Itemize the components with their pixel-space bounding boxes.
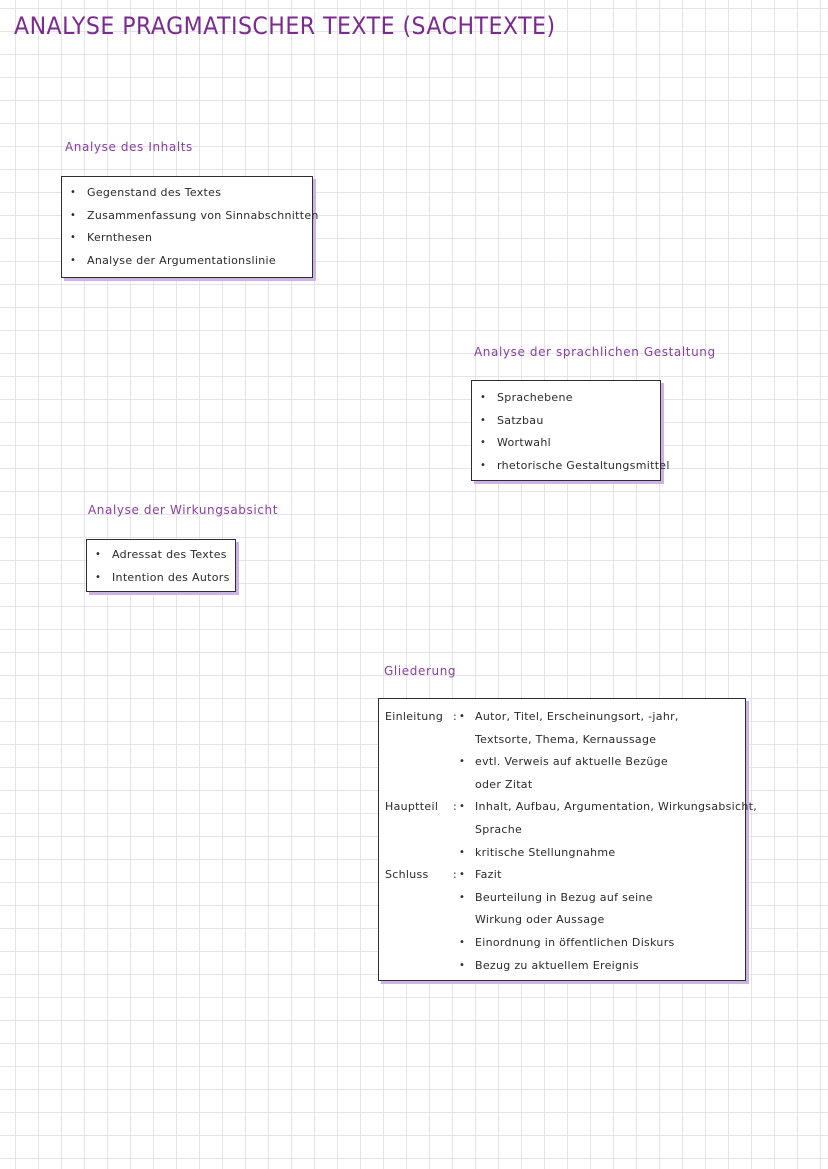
outline-row	[379, 864, 745, 887]
list-item: • Zusammenfassung von Sinnabschnitten	[62, 205, 312, 228]
outline-row	[379, 774, 745, 797]
outline-row	[379, 706, 745, 729]
wirkung-list	[87, 544, 235, 589]
list-item: • Gegenstand des Textes	[62, 182, 312, 205]
bullet-icon: •	[459, 846, 466, 858]
bullet-icon: •	[70, 187, 77, 198]
outline-text: Einordnung in öffentlichen Diskurs	[475, 936, 675, 949]
bullet-icon: •	[459, 801, 466, 813]
outline-row	[379, 751, 745, 774]
list-item: • rhetorische Gestaltungsmittel	[472, 455, 660, 478]
outline-row	[379, 796, 758, 819]
colon: :	[453, 800, 458, 814]
outline-row	[379, 819, 745, 842]
bullet-icon: •	[70, 254, 77, 266]
section-heading-wirkung: Analyse der Wirkungsabsicht	[88, 503, 278, 517]
sprache-list	[472, 387, 670, 477]
outline-text: evtl. Verweis auf aktuelle Bezüge	[475, 755, 668, 769]
outline-text: Autor, Titel, Erscheinungsort, -jahr,	[475, 710, 679, 723]
bullet-icon: •	[70, 209, 77, 221]
bullet-icon: •	[459, 891, 466, 903]
section-label: Hauptteil	[385, 800, 439, 814]
list-item: • Sprachebene	[472, 387, 660, 410]
outline-row	[379, 729, 745, 752]
bullet-icon: •	[480, 437, 487, 449]
outline-text: Fazit	[475, 868, 502, 882]
outline-text: Textsorte, Thema, Kernaussage	[475, 732, 657, 746]
list-item: • Kernthesen	[62, 227, 312, 250]
bullet-icon: •	[480, 459, 487, 471]
section-label: Einleitung	[385, 710, 444, 723]
outline-row	[379, 955, 745, 978]
outline-text: Wirkung oder Aussage	[475, 913, 605, 927]
outline-text: Beurteilung in Bezug auf seine	[475, 890, 653, 904]
inhalt-list	[62, 182, 319, 272]
bullet-icon: •	[480, 392, 487, 403]
list-item: • Wortwahl	[472, 432, 660, 455]
outline-text: kritische Stellungnahme	[475, 845, 616, 859]
outline-row	[379, 842, 745, 865]
bullet-icon: •	[459, 937, 466, 948]
list-item: • Satzbau	[472, 410, 660, 433]
wirkung-box	[86, 539, 236, 592]
bullet-icon: •	[95, 549, 102, 560]
outline-text: Bezug zu aktuellem Ereignis	[475, 958, 639, 972]
list-item: • Adressat des Textes	[87, 544, 235, 567]
bullet-icon: •	[480, 414, 487, 426]
bullet-icon: •	[459, 959, 466, 971]
outline-row	[379, 909, 745, 932]
section-heading-gliederung: Gliederung	[384, 664, 457, 678]
list-item: • Analyse der Argumentationslinie	[62, 250, 312, 273]
section-heading-sprache: Analyse der sprachlichen Gestaltung	[474, 345, 716, 359]
colon: :	[453, 868, 458, 882]
gliederung-box	[378, 698, 758, 981]
colon: :	[453, 710, 458, 723]
inhalt-box	[61, 176, 319, 278]
list-item: • Intention des Autors	[87, 567, 235, 590]
bullet-icon: •	[95, 571, 102, 583]
outline-text: oder Zitat	[475, 777, 533, 791]
outline-text: Sprache	[475, 823, 523, 836]
bullet-icon: •	[459, 711, 466, 722]
bullet-icon: •	[70, 232, 77, 244]
section-label: Schluss	[385, 868, 429, 882]
outline-row	[379, 932, 745, 955]
sprache-box	[471, 380, 670, 481]
page-title: ANALYSE PRAGMATISCHER TEXTE (SACHTEXTE)	[14, 12, 556, 40]
bullet-icon: •	[459, 756, 466, 768]
outline-text: Inhalt, Aufbau, Argumentation, Wirkungsabsicht,	[475, 800, 758, 814]
bullet-icon: •	[459, 869, 466, 881]
outline-row	[379, 887, 745, 910]
section-heading-inhalt: Analyse des Inhalts	[65, 140, 193, 154]
